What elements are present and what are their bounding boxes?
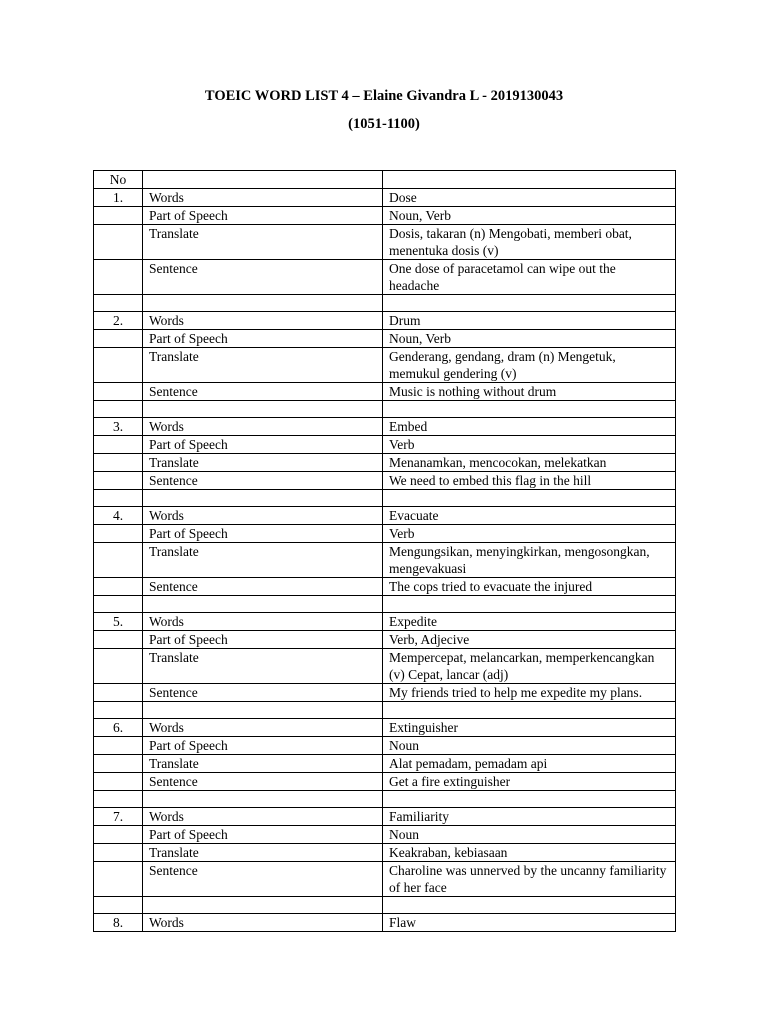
row-label: Words [143,312,383,330]
row-label: Translate [143,348,383,383]
table-row [94,755,676,773]
row-label: Part of Speech [143,826,383,844]
word-list-table [93,170,676,932]
entry-number: 4. [94,507,143,525]
row-value: Embed [383,418,676,436]
table-row [94,225,676,260]
row-label: Translate [143,649,383,684]
spacer-cell [94,897,143,914]
entry-number: 1. [94,189,143,207]
table-header-row [94,171,676,189]
entry-number: 2. [94,312,143,330]
table-row [94,207,676,225]
row-label: Sentence [143,472,383,490]
table-row [94,649,676,684]
table-row [94,613,676,631]
entry-number [94,543,143,578]
entry-number [94,525,143,543]
document-title: TOEIC WORD LIST 4 – Elaine Givandra L - 2019130043 [204,88,564,104]
row-label: Sentence [143,862,383,897]
row-value: Mengungsikan, menyingkirkan, mengosongkan, mengevakuasi [383,543,676,578]
entry-number [94,755,143,773]
spacer-cell [383,596,676,613]
header-label [143,171,383,189]
spacer-cell [94,596,143,613]
entry-number [94,436,143,454]
entry-number [94,207,143,225]
entry-number: 5. [94,613,143,631]
table-row [94,507,676,525]
entry-number [94,578,143,596]
row-label: Part of Speech [143,330,383,348]
spacer-row [94,401,676,418]
row-value: One dose of paracetamol can wipe out the headache [383,260,676,295]
spacer-row [94,490,676,507]
row-value: Verb [383,436,676,454]
row-value: Genderang, gendang, dram (n) Mengetuk, memukul gendering (v) [383,348,676,383]
spacer-cell [143,596,383,613]
row-value: Charoline was unnerved by the uncanny familiarity of her face [383,862,676,897]
table-row [94,684,676,702]
row-label: Sentence [143,578,383,596]
entry-number [94,330,143,348]
row-label: Words [143,914,383,932]
entry-number [94,773,143,791]
row-value: The cops tried to evacuate the injured [383,578,676,596]
row-value: We need to embed this flag in the hill [383,472,676,490]
spacer-cell [143,295,383,312]
row-value: Noun, Verb [383,330,676,348]
table-row [94,454,676,472]
table-row [94,436,676,454]
row-label: Words [143,189,383,207]
spacer-cell [94,295,143,312]
table-row [94,914,676,932]
row-value: Verb [383,525,676,543]
table-row [94,631,676,649]
table-row [94,525,676,543]
spacer-cell [383,897,676,914]
row-label: Words [143,613,383,631]
entry-number [94,225,143,260]
row-label: Translate [143,755,383,773]
row-label: Part of Speech [143,525,383,543]
table-row [94,189,676,207]
row-label: Words [143,507,383,525]
row-label: Part of Speech [143,207,383,225]
table-row [94,330,676,348]
entry-number [94,472,143,490]
entry-number [94,348,143,383]
row-value: Dosis, takaran (n) Mengobati, memberi obat, menentuka dosis (v) [383,225,676,260]
spacer-cell [383,490,676,507]
table-row [94,773,676,791]
entry-number [94,383,143,401]
header-no: No [94,171,143,189]
word-range: (1051-1100) [348,116,420,132]
header-value [383,171,676,189]
entry-number [94,631,143,649]
spacer-cell [94,702,143,719]
entry-number [94,454,143,472]
row-value: Verb, Adjecive [383,631,676,649]
table-row [94,719,676,737]
row-label: Words [143,418,383,436]
row-value: Get a fire extinguisher [383,773,676,791]
table-row [94,312,676,330]
row-value: Flaw [383,914,676,932]
row-value: Music is nothing without drum [383,383,676,401]
row-value: Dose [383,189,676,207]
row-label: Sentence [143,684,383,702]
row-label: Translate [143,225,383,260]
entry-number [94,844,143,862]
spacer-cell [383,702,676,719]
row-label: Sentence [143,260,383,295]
spacer-cell [143,897,383,914]
table-row [94,862,676,897]
spacer-cell [94,791,143,808]
row-label: Translate [143,454,383,472]
spacer-cell [143,702,383,719]
entry-number [94,684,143,702]
row-value: Evacuate [383,507,676,525]
row-value: Extinguisher [383,719,676,737]
row-value: Drum [383,312,676,330]
spacer-cell [143,490,383,507]
table-row [94,543,676,578]
entry-number: 6. [94,719,143,737]
entry-number: 8. [94,914,143,932]
spacer-row [94,791,676,808]
table-row [94,383,676,401]
table-row [94,260,676,295]
row-value: Expedite [383,613,676,631]
table-row [94,418,676,436]
row-label: Words [143,808,383,826]
table-row [94,826,676,844]
row-label: Words [143,719,383,737]
row-label: Part of Speech [143,631,383,649]
table-row [94,808,676,826]
row-value: Keakraban, kebiasaan [383,844,676,862]
spacer-cell [143,791,383,808]
table-row [94,737,676,755]
row-label: Sentence [143,383,383,401]
row-value: Noun, Verb [383,207,676,225]
row-value: My friends tried to help me expedite my plans. [383,684,676,702]
entry-number [94,260,143,295]
row-value: Mempercepat, melancarkan, memperkencangkan (v) Cepat, lancar (adj) [383,649,676,684]
entry-number [94,737,143,755]
row-label: Translate [143,543,383,578]
table-row [94,844,676,862]
spacer-row [94,702,676,719]
entry-number [94,649,143,684]
entry-number [94,862,143,897]
row-label: Sentence [143,773,383,791]
entry-number: 7. [94,808,143,826]
entry-number: 3. [94,418,143,436]
spacer-row [94,596,676,613]
spacer-cell [383,295,676,312]
entry-number [94,826,143,844]
spacer-row [94,897,676,914]
table-row [94,348,676,383]
spacer-cell [383,401,676,418]
spacer-row [94,295,676,312]
spacer-cell [94,401,143,418]
row-value: Noun [383,737,676,755]
table-row [94,472,676,490]
row-label: Part of Speech [143,737,383,755]
spacer-cell [143,401,383,418]
spacer-cell [94,490,143,507]
row-value: Alat pemadam, pemadam api [383,755,676,773]
row-label: Part of Speech [143,436,383,454]
row-value: Familiarity [383,808,676,826]
row-value: Menanamkan, mencocokan, melekatkan [383,454,676,472]
table-row [94,578,676,596]
spacer-cell [383,791,676,808]
row-label: Translate [143,844,383,862]
row-value: Noun [383,826,676,844]
